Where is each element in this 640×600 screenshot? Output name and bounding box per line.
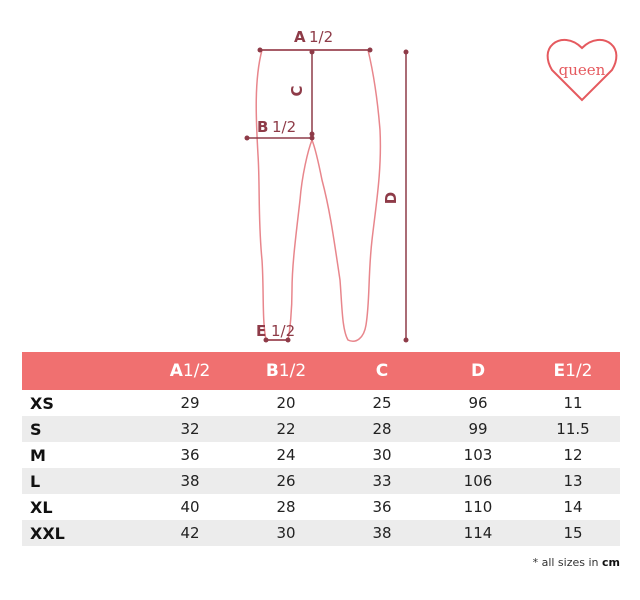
cell-c: 25 [372,394,392,412]
header-d: D [430,352,526,390]
cell-b: 30 [238,520,334,546]
cell-e: 13 [526,468,620,494]
table-row [22,416,620,442]
measure-c-letter: C [288,85,306,97]
cell-e: 12 [563,446,583,464]
cell-a: 42 [142,520,238,546]
measure-e-fraction: 1/2 [271,322,296,340]
logo-text: queen [558,61,606,79]
measure-a-letter: A [294,28,306,46]
header-a: A1/2 [142,352,238,390]
size-label: XXL [22,520,142,546]
cell-c: 38 [334,520,430,546]
cell-d: 114 [430,520,526,546]
cell-d: 103 [463,446,493,464]
cell-b: 24 [276,446,296,464]
header-c: C [334,352,430,390]
table-header-row [22,352,620,390]
cell-b: 26 [238,468,334,494]
cell-c: 33 [334,468,430,494]
header-size [22,352,142,390]
measure-b-fraction: 1/2 [272,118,297,136]
cell-a: 38 [142,468,238,494]
measure-b-letter: B [257,118,269,136]
footnote-unit: cm [602,556,620,569]
table-row [22,468,620,494]
cell-c: 36 [372,498,392,516]
table-row [22,390,620,416]
size-label: L [22,468,142,494]
cell-e: 15 [526,520,620,546]
header-b: B1/2 [238,352,334,390]
units-footnote [533,556,620,569]
cell-a: 32 [142,416,238,442]
cell-a: 29 [180,394,200,412]
cell-c: 28 [334,416,430,442]
table-row [22,494,620,520]
cell-e: 11.5 [526,416,620,442]
measure-a-fraction: 1/2 [309,28,334,46]
cell-d: 110 [463,498,493,516]
cell-b: 28 [276,498,296,516]
table-row [22,442,620,468]
size-label: XL [30,497,53,517]
cell-d: 106 [430,468,526,494]
measure-d-letter: D [382,191,400,205]
queen-heart-logo [548,40,617,100]
cell-c: 30 [372,446,392,464]
cell-a: 36 [180,446,200,464]
cell-a: 40 [180,498,200,516]
cell-b: 22 [238,416,334,442]
cell-e: 11 [563,394,583,412]
size-label: M [30,445,46,465]
measure-e-letter: E [256,322,267,340]
cell-e: 14 [563,498,583,516]
cell-b: 20 [276,394,296,412]
size-label: S [22,416,142,442]
cell-d: 99 [430,416,526,442]
header-e: E1/2 [526,352,620,390]
size-label: XS [30,393,54,413]
table-row [22,520,620,546]
leggings-outline [256,50,380,341]
footnote-text: * all sizes in [532,556,599,569]
cell-d: 96 [468,394,488,412]
size-table [22,352,620,546]
